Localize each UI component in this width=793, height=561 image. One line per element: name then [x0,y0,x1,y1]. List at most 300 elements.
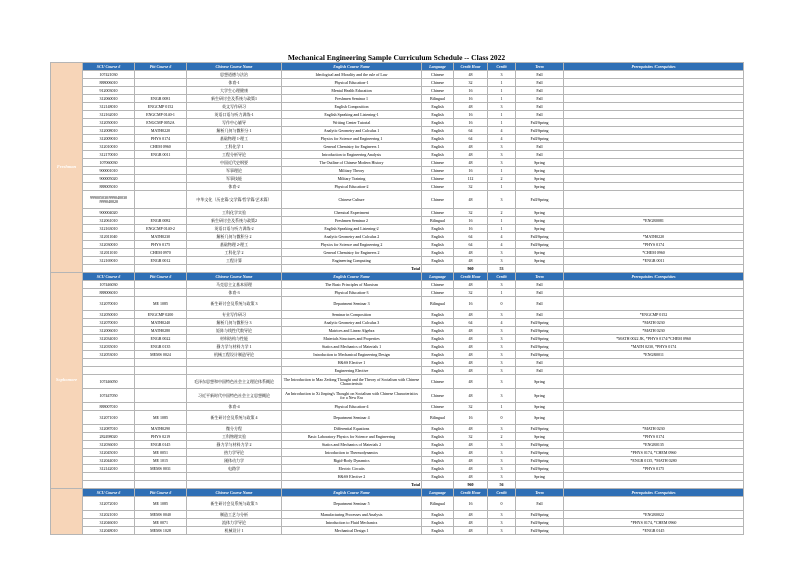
prereq-cell [564,103,744,111]
scu-course-cell: 312148010 [83,103,135,111]
pitt-course-cell [135,209,187,217]
table-row [51,175,744,183]
english-name-cell: Statics and Mechanics of Materials 1 [282,343,422,351]
prereq-cell [564,111,744,119]
chinese-name-cell: 工科物理实验 [187,433,282,441]
english-name-cell: Physical Education-4 [282,403,422,411]
credit-cell: 1 [488,87,516,95]
term-cell: Fall [516,111,564,119]
prereq-cell [564,183,744,191]
credit-cell: 4 [488,127,516,135]
credit-hour-cell: 48 [454,281,488,289]
credit-cell: 3 [488,519,516,527]
credit-cell: 0 [488,497,516,511]
chinese-name-cell: 新生研讨会及系统与政策 4 [187,411,282,425]
language-cell: Chinese [422,87,454,95]
table-row [51,135,744,143]
pitt-course-cell: PHYS 0175 [135,241,187,249]
term-cell: Fall [516,71,564,79]
table-row [51,167,744,175]
prereq-cell [564,497,744,511]
credit-hour-cell: 16 [454,119,488,127]
table-cell [564,265,744,273]
pitt-course-cell: ME 1085 [135,497,187,511]
scu-course-cell: 312011040 [83,233,135,241]
english-name-cell: Manufacturing Processes and Analysis [282,511,422,519]
scu-course-cell: 888007010 [83,403,135,411]
column-header: Credit [488,63,516,71]
table-row [51,87,744,95]
table-row [51,411,744,425]
pitt-course-cell [135,191,187,209]
credit-hour-cell: 16 [454,95,488,103]
table-row [51,233,744,241]
scu-course-cell: 312046010 [83,519,135,527]
chinese-name-cell: 写作中心辅导 [187,119,282,127]
credit-cell: 3 [488,465,516,473]
term-cell: Fall/Spring [516,449,564,457]
scu-course-cell: 312061010 [83,217,135,225]
term-cell: Fall [516,297,564,311]
language-cell: Chinese [422,71,454,79]
pitt-course-cell [135,167,187,175]
english-name-cell: Seminar in Composition [282,311,422,319]
table-row [51,319,744,327]
english-name-cell: Introduction to Thermodynamics [282,449,422,457]
pitt-course-cell [135,367,187,375]
credit-hour-cell: 64 [454,241,488,249]
credit-hour-cell: 16 [454,111,488,119]
credit-cell: 3 [488,351,516,359]
table-row [51,191,744,209]
english-name-cell: English Speaking and Listening-2 [282,225,422,233]
credit-cell: 1 [488,403,516,411]
table-row [51,343,744,351]
pitt-course-cell [135,183,187,191]
language-cell: Bilingual [422,497,454,511]
credit-cell: 3 [488,343,516,351]
scu-course-cell: 312087010 [83,425,135,433]
language-cell: Chinese [422,79,454,87]
chinese-name-cell: 工科化学 1 [187,143,282,151]
credit-hour-cell: 48 [454,351,488,359]
prereq-cell [564,411,744,425]
term-cell: Fall [516,281,564,289]
pitt-course-cell: ENGCMP 0140-1 [135,111,187,119]
prereq-cell: *ENGR 0011 [564,257,744,265]
chinese-name-cell: 解析几何与微积分 1 [187,127,282,135]
english-name-cell: Introduction to Engineering Analysis [282,151,422,159]
table-row [51,511,744,519]
scu-course-cell: 312036010 [83,441,135,449]
scu-course-cell: 282498020 [83,433,135,441]
table-row [51,289,744,297]
column-header: Credit Hour [454,489,488,497]
credit-hour-cell: 48 [454,249,488,257]
prereq-cell [564,151,744,159]
chinese-name-cell: 静力学与材料力学 2 [187,441,282,449]
table-row [51,183,744,191]
english-name-cell: General Chemistry for Engineers 2 [282,249,422,257]
column-header: Credit [488,489,516,497]
english-name-cell: Military Theory [282,167,422,175]
scu-course-cell: 312035010 [83,343,135,351]
column-header: SCU Course # [83,63,135,71]
pitt-course-cell: CHEM 0960 [135,143,187,151]
term-cell: Spring [516,433,564,441]
credit-cell: 3 [488,375,516,389]
credit-hour-cell: 48 [454,71,488,79]
language-cell: English [422,457,454,465]
column-header: Pitt Course # [135,63,187,71]
language-cell: English [422,151,454,159]
english-name-cell: The Basic Principles of Marxism [282,281,422,289]
term-cell: Spring [516,167,564,175]
total-row [51,481,744,489]
table-row [51,335,744,343]
pitt-course-cell: MATH0230 [135,233,187,241]
chinese-name-cell: 刚体动力学 [187,457,282,465]
table-row [51,327,744,335]
table-row [51,297,744,311]
prereq-cell [564,127,744,135]
chinese-name-cell: 机械设计 1 [187,527,282,535]
prereq-cell: *ENGR 0145 [564,527,744,535]
chinese-name-cell: 制造工艺与分析 [187,511,282,519]
credit-hour-cell: 64 [454,135,488,143]
prereq-cell [564,87,744,95]
table-cell [422,481,454,489]
language-cell: Chinese [422,175,454,183]
credit-cell: 1 [488,289,516,297]
column-header: English Course Name [282,273,422,281]
table-row [51,127,744,135]
chinese-name-cell [187,473,282,481]
table-row [51,473,744,481]
table-row [51,151,744,159]
language-cell: Chinese [422,389,454,403]
language-cell: English [422,135,454,143]
table-row [51,103,744,111]
term-cell: Spring [516,375,564,389]
english-name-cell: Department Seminar 3 [282,297,422,311]
chinese-name-cell: 工程分析导论 [187,151,282,159]
table-row [51,389,744,403]
term-cell: Fall [516,289,564,297]
language-cell: Bilingual [422,217,454,225]
credit-hour-cell: 112 [454,175,488,183]
table-cell [135,481,187,489]
term-cell: Spring [516,257,564,265]
prereq-cell [564,191,744,209]
column-header: Pitt Course # [135,489,187,497]
language-cell: English [422,241,454,249]
credit-hour-cell: 48 [454,457,488,465]
scu-course-cell: 312006010 [83,327,135,335]
table-row [51,209,744,217]
term-cell: Fall/Spring [516,425,564,433]
language-cell: English [422,233,454,241]
english-name-cell: The Outline of Chinese Modern History [282,159,422,167]
term-cell: Fall [516,103,564,111]
language-cell: English [422,465,454,473]
credit-hour-cell: 48 [454,159,488,167]
credit-hour-cell: 48 [454,311,488,319]
column-header-prereq: Prerequisites /Corequisites [564,489,744,497]
chinese-name-cell: 大学生心理健康 [187,87,282,95]
credit-cell: 1 [488,217,516,225]
credit-cell: 1 [488,119,516,127]
pitt-course-cell: ME 1015 [135,457,187,465]
english-name-cell: An Introduction to Xi Jinping's Thought on Socialism with Chinese Characteristics for a New Era [282,389,422,403]
credit-cell: 3 [488,71,516,79]
table-cell [516,265,564,273]
english-name-cell: Mechanical Design 1 [282,527,422,535]
prereq-cell [564,359,744,367]
prereq-cell [564,159,744,167]
pitt-course-cell: ENGR 0022 [135,335,187,343]
prereq-cell [564,119,744,127]
language-cell: Bilingual [422,95,454,103]
credit-cell: 3 [488,335,516,343]
credit-cell: 3 [488,389,516,403]
prereq-cell: *PHYS 0174, *CHEM 0960 [564,449,744,457]
english-name-cell: Physics for Science and Engineering 2 [282,241,422,249]
table-cell [422,265,454,273]
year-band [51,489,83,535]
scu-course-cell: 312162010 [83,111,135,119]
language-cell: Chinese [422,289,454,297]
table-cell [83,265,135,273]
credit-cell: 1 [488,225,516,233]
credit-cell: 3 [488,257,516,265]
chinese-name-cell: 微分方程 [187,425,282,433]
credit-cell: 3 [488,473,516,481]
pitt-course-cell: ENGR 0081 [135,95,187,103]
term-cell: Fall [516,311,564,319]
pitt-course-cell: MATH0280 [135,327,187,335]
credit-hour-cell: 48 [454,143,488,151]
english-name-cell: Chemical Experiment [282,209,422,217]
credit-hour-cell: 48 [454,327,488,335]
credit-hour-cell: 48 [454,519,488,527]
table-row [51,119,744,127]
english-name-cell: Matrices and Linear Algebra [282,327,422,335]
term-cell: Spring [516,249,564,257]
table-row [51,433,744,441]
credit-hour-cell: 48 [454,103,488,111]
prereq-cell [564,403,744,411]
chinese-name-cell: 马克思主义基本原理 [187,281,282,289]
prereq-cell: *PHYS 0174 [564,433,744,441]
scu-course-cell: 312044010 [83,457,135,465]
total-credit: 56 [488,481,516,489]
table-row [51,159,744,167]
english-name-cell: Chinese Culture [282,191,422,209]
chinese-name-cell: 电路学 [187,465,282,473]
total-label: Total [282,265,422,273]
prereq-cell: *ENGR0081 [564,217,744,225]
language-cell: Chinese [422,209,454,217]
curriculum-sheet [50,62,743,535]
language-cell: English [422,257,454,265]
chinese-name-cell: 毛泽东思想和中国特色社会主义理论体系概论 [187,375,282,389]
credit-hour-cell: 48 [454,527,488,535]
scu-course-cell: 900004020 [83,209,135,217]
english-name-cell: Analytic Geometry and Calculus 1 [282,127,422,135]
pitt-course-cell: ENGCMP 0152 [135,103,187,111]
prereq-cell [564,367,744,375]
scu-course-cell: 999005030/999040030 /999040020 [83,191,135,209]
credit-hour-cell: 16 [454,225,488,233]
scu-course-cell: 107446050 [83,375,135,389]
scu-course-cell [83,473,135,481]
english-name-cell: Physical Education-2 [282,183,422,191]
scu-course-cell: 312142010 [83,465,135,473]
term-cell: Spring [516,175,564,183]
pitt-course-cell: ENGR 0012 [135,257,187,265]
credit-hour-cell: 48 [454,191,488,209]
scu-course-cell: 312030010 [83,241,135,249]
scu-course-cell: 312163010 [83,225,135,233]
chinese-name-cell: 习近平新时代中国特色社会主义思想概论 [187,389,282,403]
language-cell: English [422,249,454,257]
english-name-cell: Military Training [282,175,422,183]
credit-hour-cell: 48 [454,389,488,403]
prereq-cell: *MATH 0022 JK, *PHYS 0174/*CHEM 0960 [564,335,744,343]
credit-cell: 4 [488,135,516,143]
credit-cell: 1 [488,183,516,191]
column-header: Language [422,63,454,71]
scu-course-cell: 107060030 [83,159,135,167]
credit-cell: 3 [488,143,516,151]
table-row [51,425,744,433]
pitt-course-cell [135,473,187,481]
prereq-cell: *PHYS 0174 [564,241,744,249]
term-cell: Fall/Spring [516,191,564,209]
term-cell: Fall [516,87,564,95]
credit-hour-cell: 48 [454,151,488,159]
pitt-course-cell: ENGR 0011 [135,151,187,159]
english-name-cell: H&SS Elective 1 [282,359,422,367]
column-header: English Course Name [282,489,422,497]
table-row [51,497,744,511]
table-cell [135,265,187,273]
credit-hour-cell: 48 [454,257,488,265]
language-cell: English [422,343,454,351]
english-name-cell: Introduction to Mechanical Engineering Design [282,351,422,359]
column-header: Chinese Course Name [187,489,282,497]
language-cell: English [422,359,454,367]
credit-cell: 3 [488,441,516,449]
prereq-cell: *MATH 0230 [564,327,744,335]
language-cell: Chinese [422,403,454,411]
english-name-cell: English Speaking and Listening-1 [282,111,422,119]
column-header: Term [516,489,564,497]
column-header: SCU Course # [83,273,135,281]
scu-course-cell: 888005010 [83,183,135,191]
table-cell [187,481,282,489]
prereq-cell [564,375,744,389]
credit-hour-cell: 48 [454,465,488,473]
chinese-name-cell: 机械工程设计制造导论 [187,351,282,359]
prereq-cell: *MATH 0230, *PHYS 0174 [564,343,744,351]
column-header: Term [516,273,564,281]
term-cell: Spring [516,411,564,425]
credit-hour-cell: 32 [454,403,488,411]
credit-hour-cell: 64 [454,233,488,241]
english-name-cell: Physical Education-1 [282,79,422,87]
prereq-cell [564,79,744,87]
prereq-cell: *MATH 0230 [564,425,744,433]
term-cell: Fall/Spring [516,241,564,249]
credit-hour-cell: 32 [454,209,488,217]
english-name-cell: English Composition [282,103,422,111]
table-row [51,367,744,375]
credit-hour-cell: 32 [454,433,488,441]
chinese-name-cell [187,359,282,367]
credit-hour-cell: 16 [454,497,488,511]
table-row [51,311,744,319]
chinese-name-cell: 工科化学实验 [187,209,282,217]
term-cell: Spring [516,217,564,225]
credit-cell: 3 [488,457,516,465]
total-credit-hour: 960 [454,265,488,273]
term-cell: Fall/Spring [516,335,564,343]
credit-cell: 3 [488,281,516,289]
scu-course-cell: 312011010 [83,249,135,257]
table-row [51,217,744,225]
prereq-cell: *MATH 0230 [564,319,744,327]
header-row [51,273,744,281]
column-header: English Course Name [282,63,422,71]
scu-course-cell: 312010010 [83,143,135,151]
english-name-cell: Analytic Geometry and Calculus 3 [282,319,422,327]
term-cell: Fall/Spring [516,233,564,241]
english-name-cell: Department Seminar 5 [282,497,422,511]
chinese-name-cell: 思想道德与法治 [187,71,282,79]
language-cell: English [422,311,454,319]
term-cell: Fall/Spring [516,327,564,335]
term-cell: Fall/Spring [516,511,564,519]
english-name-cell: Freshmen Seminar 2 [282,217,422,225]
chinese-name-cell: 工科化学 2 [187,249,282,257]
language-cell: English [422,527,454,535]
term-cell: Fall [516,359,564,367]
pitt-course-cell: MEMS 1028 [135,527,187,535]
credit-cell: 3 [488,159,516,167]
term-cell: Fall [516,95,564,103]
language-cell: English [422,127,454,135]
chinese-name-cell: 体育-1 [187,79,282,87]
prereq-cell [564,289,744,297]
table-body [51,63,744,535]
pitt-course-cell: ENGCMP 0200 [135,311,187,319]
credit-hour-cell: 16 [454,297,488,311]
credit-hour-cell: 16 [454,411,488,425]
credit-hour-cell: 48 [454,511,488,519]
credit-hour-cell: 48 [454,335,488,343]
credit-hour-cell: 48 [454,473,488,481]
pitt-course-cell: ENGCMP 0052A [135,119,187,127]
column-header: Term [516,63,564,71]
credit-hour-cell: 32 [454,289,488,297]
chinese-name-cell: 军事技能 [187,175,282,183]
pitt-course-cell [135,79,187,87]
pitt-course-cell: MEMS 0024 [135,351,187,359]
scu-course-cell: 912003010 [83,87,135,95]
pitt-course-cell: ENGR 0135 [135,343,187,351]
